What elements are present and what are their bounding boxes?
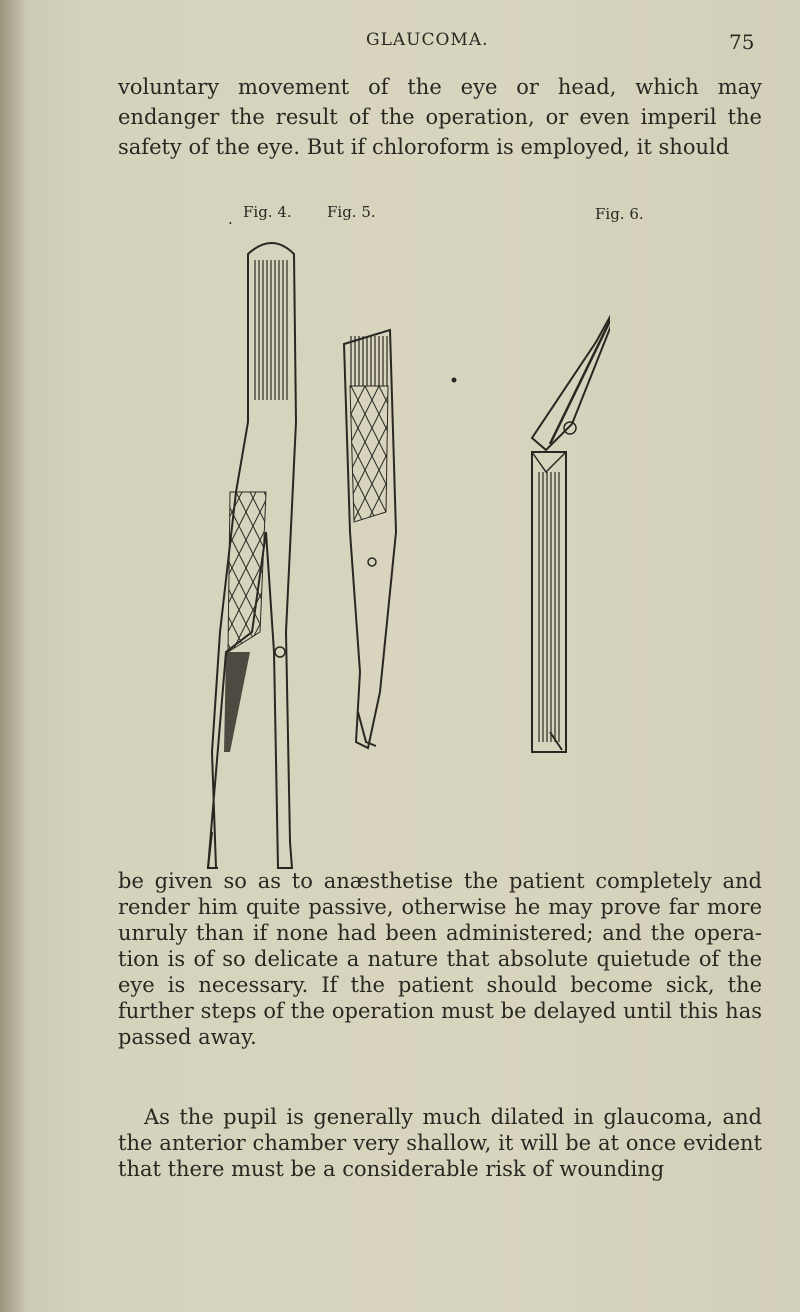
running-head: GLAUCOMA. <box>366 30 489 50</box>
book-gutter <box>0 0 26 1312</box>
paragraph-next: As the pupil is generally much dilated in glaucoma, and the anterior chamber very shallow, it will be at once evident that there must be a considerable risk of wounding <box>118 1105 762 1181</box>
fig-5-knife <box>344 330 396 748</box>
small-dot-mark <box>452 378 457 383</box>
fig-6-label: Fig. 6. <box>595 205 644 223</box>
fig-4-label: Fig. 4. <box>243 203 292 221</box>
fig-6-instrument <box>532 288 610 752</box>
fig-5-label: Fig. 5. <box>327 203 376 221</box>
stray-dot: . <box>228 210 233 228</box>
paragraph-continued: be given so as to anæsthetise the patient completely and render him quite passive, otherwise he may prove far more unruly than if none had been administered; and the opera- tion is of so delicate a nature that absolute quietude of the eye is necessary. If the patient should become sick, the further steps of the operation must be delayed until this has passed away. <box>118 869 762 1049</box>
page-number: 75 <box>729 30 755 54</box>
figures-illustration <box>190 232 610 872</box>
paragraph-top: voluntary movement of the eye or head, which may endanger the result of the operation, or even imperil the safety of the eye. But if chloroform is employed, it should <box>118 75 762 159</box>
fig-4-knife <box>208 243 296 868</box>
